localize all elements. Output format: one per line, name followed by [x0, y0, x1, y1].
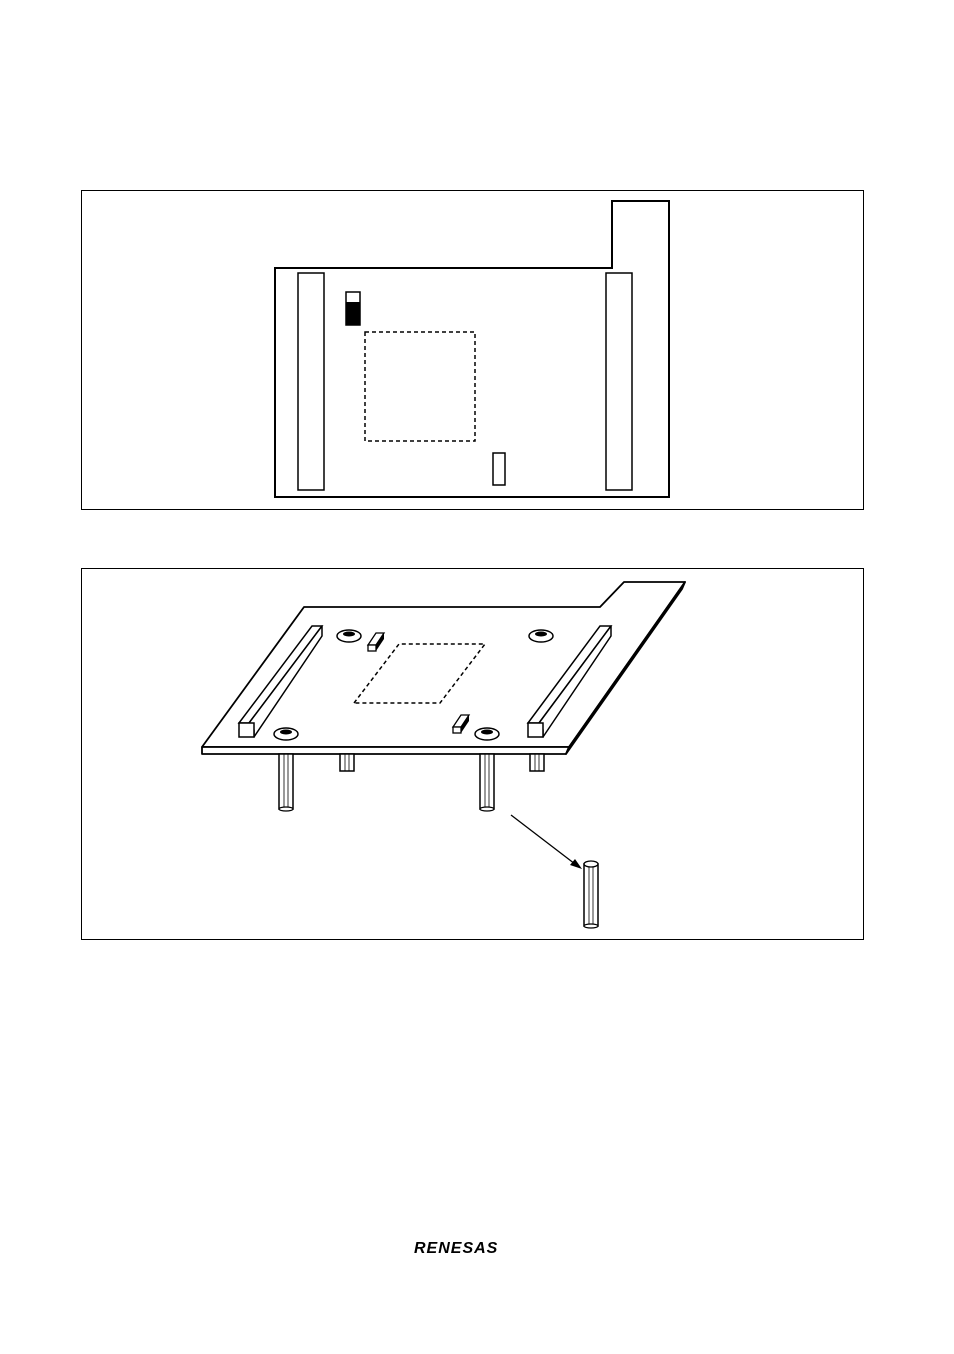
renesas-logo	[412, 1236, 534, 1258]
chip-area	[365, 332, 475, 441]
board-top-view-drawing	[82, 191, 865, 511]
arrow	[511, 815, 582, 869]
spacer-pin-front-left	[279, 754, 293, 811]
logo-text: RENESAS	[414, 1240, 499, 1257]
board-perspective-drawing	[82, 569, 865, 941]
board-top-surface	[202, 582, 685, 747]
left-connector	[298, 273, 324, 490]
spacer-pin-back-right	[530, 754, 544, 771]
switch-lever	[346, 302, 360, 325]
right-connector	[606, 273, 632, 490]
board-top-view-figure	[81, 190, 864, 510]
washer-bottom-right	[475, 728, 499, 740]
spacer-pin-front-right	[480, 754, 494, 811]
board-front-edge	[202, 747, 569, 754]
board-perspective-figure	[81, 568, 864, 940]
washer-bottom-left	[274, 728, 298, 740]
spacer-pin-detached	[584, 861, 598, 928]
washer-top-right	[529, 630, 553, 642]
small-connector	[493, 453, 505, 485]
washer-top-left	[337, 630, 361, 642]
spacer-pin-back-left	[340, 754, 354, 771]
renesas-logo-icon	[412, 1236, 534, 1258]
